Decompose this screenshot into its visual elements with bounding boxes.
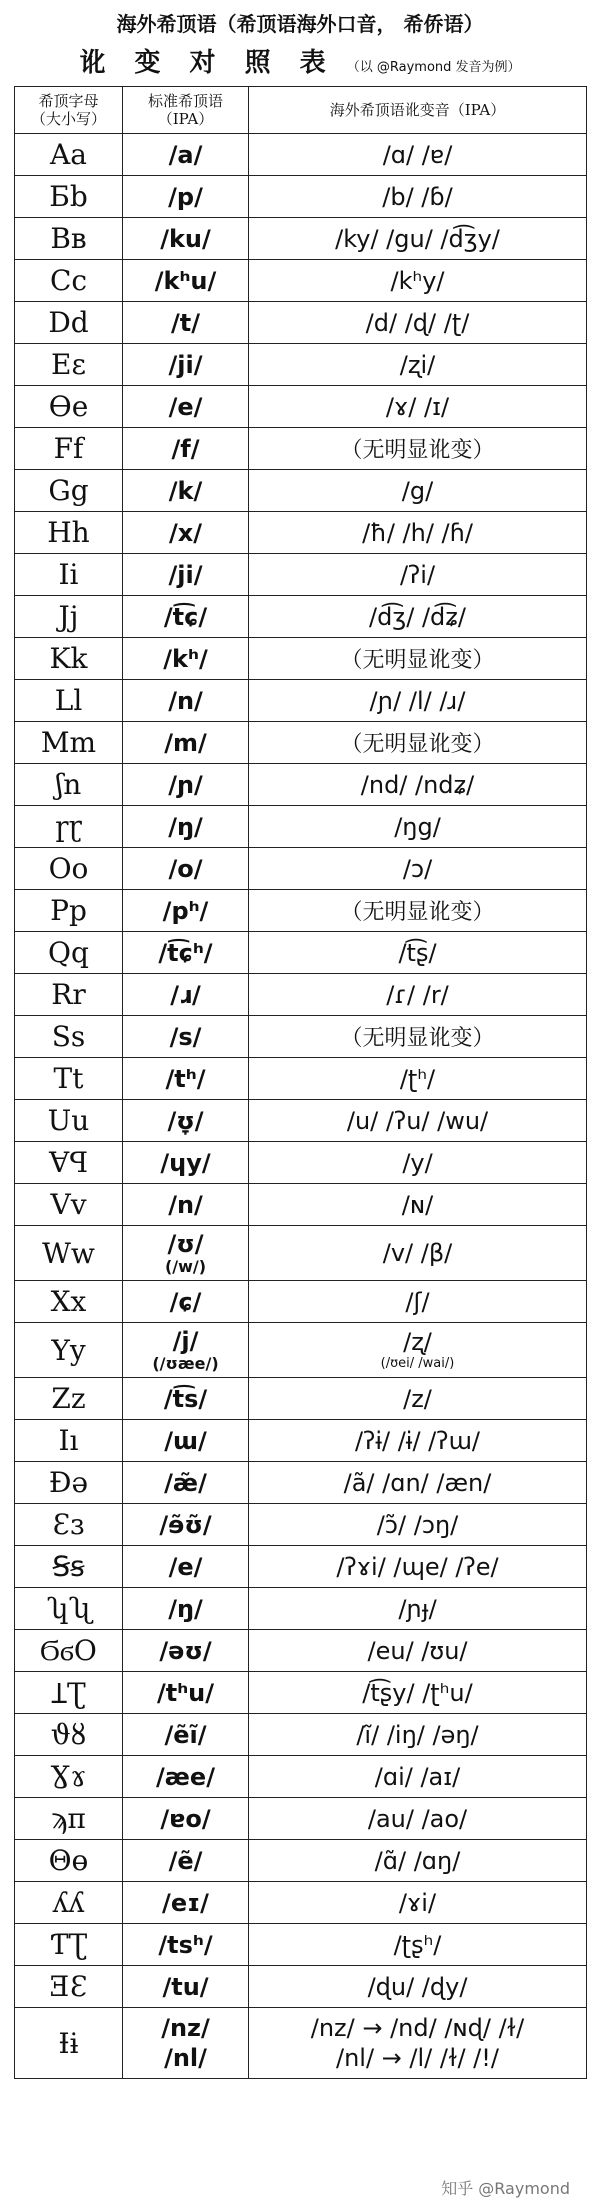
cell-variant-ipa: /u/ /ʔu/ /wu/ [249,1100,587,1142]
cell-standard-ipa: /t/ [123,302,249,344]
table-row [15,1142,587,1184]
table-body [15,134,587,2079]
cell-standard-ipa: /ɘ̃ʊ̃/ [123,1504,249,1546]
cell-variant-ipa: /ʈʰ/ [249,1058,587,1100]
cell-variant-ipa: /ã/ /ɑn/ /æn/ [249,1462,587,1504]
cell-variant-ipa: （无明显讹变） [249,428,587,470]
cell-variant-ipa: /ʐ/ (/ʊei/ /wai/) [249,1323,587,1378]
table-row [15,176,587,218]
cell-variant-ipa: /ɔ/ [249,848,587,890]
cell-variant-ipa: /y/ [249,1142,587,1184]
cell-letter: Ii [15,554,123,596]
cell-letter: Tt [15,1058,123,1100]
table-row [15,764,587,806]
table-row [15,974,587,1016]
cell-letter: ƬƮ [15,1924,123,1966]
cell-standard-ipa: /æe/ [123,1756,249,1798]
table-row [15,722,587,764]
cell-standard-ipa: /e/ [123,1546,249,1588]
cell-standard-ipa: /t͡ɕ/ [123,596,249,638]
cell-letter: Rr [15,974,123,1016]
table-title: 讹 变 对 照 表 [79,48,336,78]
cell-standard-ipa: /ẽ/ [123,1840,249,1882]
table-row [15,260,587,302]
title-note: （以 @Raymond 发音为例） [346,60,521,75]
table-row [15,1378,587,1420]
cell-letter: Ɐꟼ [15,1142,123,1184]
table-row [15,554,587,596]
table-row [15,1184,587,1226]
table-row [15,218,587,260]
std-sub-note: (/w/) [164,1257,207,1276]
cell-variant-ipa: （无明显讹变） [249,1016,587,1058]
cell-standard-ipa: /n/ [123,1184,249,1226]
cell-letter: ʎʎ [15,1882,123,1924]
cell-variant-ipa: /b/ /ɓ/ [249,176,587,218]
cell-variant-ipa: /t͡ʂy/ /ʈʰu/ [249,1672,587,1714]
table-row [15,1672,587,1714]
cell-letter: Ss [15,1016,123,1058]
table-row [15,680,587,722]
cell-variant-ipa: /ɑ/ /ɐ/ [249,134,587,176]
table-row [15,932,587,974]
cell-variant-ipa: /ʃ/ [249,1281,587,1323]
table-row [15,470,587,512]
cell-variant-ipa: （无明显讹变） [249,638,587,680]
table-row [15,428,587,470]
title-line2 [0,42,600,79]
cell-standard-ipa: /n/ [123,680,249,722]
cell-standard-ipa: /ɲ/ [123,764,249,806]
std-sub-note: (/ʊæe/) [152,1354,219,1373]
cell-standard-ipa: /x/ [123,512,249,554]
table-row [15,1546,587,1588]
cell-variant-ipa: /ɲɟ/ [249,1588,587,1630]
table-row [15,1420,587,1462]
cell-letter: ʮʯ [15,1588,123,1630]
cell-standard-ipa: /s/ [123,1016,249,1058]
cell-letter: Vv [15,1184,123,1226]
table-row [15,848,587,890]
cell-standard-ipa: /p/ [123,176,249,218]
table-row [15,386,587,428]
cell-standard-ipa: /t͡ɕʰ/ [123,932,249,974]
cell-standard-ipa: /ŋ/ [123,1588,249,1630]
cell-letter: Ɨɨ [15,2008,123,2079]
std-line: /nl/ [164,2044,207,2072]
cell-letter: Uu [15,1100,123,1142]
cell-letter: Eɛ [15,344,123,386]
comparison-table [14,86,587,2079]
cell-variant-ipa: /kʰy/ [249,260,587,302]
cell-letter: Jj [15,596,123,638]
cell-variant-ipa: /ʈʂʰ/ [249,1924,587,1966]
cell-letter: Θɵ [15,1840,123,1882]
cell-letter: Xx [15,1281,123,1323]
cell-standard-ipa: /f/ [123,428,249,470]
cell-standard-ipa: /eɪ/ [123,1882,249,1924]
cell-standard-ipa: /ji/ [123,554,249,596]
cell-standard-ipa: /kʰu/ [123,260,249,302]
cell-letter: Yy [15,1323,123,1378]
cell-letter: Zz [15,1378,123,1420]
cell-standard-ipa: /ŋ/ [123,806,249,848]
cell-letter: Ll [15,680,123,722]
cell-standard-ipa: /j/ (/ʊæe/) [123,1323,249,1378]
cell-variant-ipa: /ʔɤi/ /ɰe/ /ʔe/ [249,1546,587,1588]
cell-letter: Ɖə [15,1462,123,1504]
cell-letter: ϑȣ [15,1714,123,1756]
cell-standard-ipa: /t͡s/ [123,1378,249,1420]
cell-variant-ipa: /ɔ̃/ /ɔŋ/ [249,1504,587,1546]
table-row [15,890,587,932]
table-row [15,1882,587,1924]
cell-variant-ipa: /ɲ/ /l/ /ɹ/ [249,680,587,722]
cell-letter: ꞱƮ [15,1672,123,1714]
cell-letter: Ɵe [15,386,123,428]
cell-variant-ipa: /ĩ/ /iŋ/ /əŋ/ [249,1714,587,1756]
cell-letter: Ff [15,428,123,470]
table-row [15,1588,587,1630]
cell-letter: ϡπ [15,1798,123,1840]
table-header-row [15,87,587,134]
cell-standard-ipa: /ɕ/ [123,1281,249,1323]
cell-standard-ipa: /ji/ [123,344,249,386]
cell-standard-ipa: /əʊ/ [123,1630,249,1672]
table-row [15,806,587,848]
title-line1: 海外希顶语（希顶语海外口音， 希侨语） [116,12,484,36]
variant-sub-note: (/ʊei/ /wai/) [380,1356,455,1371]
cell-variant-ipa: /t͡ʂ/ [249,932,587,974]
cell-standard-ipa: /ʊ̞/ [123,1100,249,1142]
cell-standard-ipa: /tʰu/ [123,1672,249,1714]
cell-standard-ipa: /tu/ [123,1966,249,2008]
cell-letter: Cc [15,260,123,302]
cell-variant-ipa: /ɑi/ /aɪ/ [249,1756,587,1798]
header-letter: 希顶字母 （大小写） [15,87,123,134]
cell-letter: Aa [15,134,123,176]
table-row [15,302,587,344]
cell-standard-ipa: /k/ [123,470,249,512]
cell-variant-ipa: /d/ /ɖ/ /ʈ/ [249,302,587,344]
cell-letter: ϬϭΟ [15,1630,123,1672]
table-row [15,512,587,554]
table-row [15,1966,587,2008]
watermark-footer: 知乎 @Raymond [441,2179,570,2198]
cell-letter: Oo [15,848,123,890]
cell-letter: ʃn [15,764,123,806]
table-row [15,1924,587,1966]
cell-variant-ipa: /ɑ̃/ /ɑŋ/ [249,1840,587,1882]
cell-variant-ipa: /ħ/ /h/ /ɦ/ [249,512,587,554]
cell-standard-ipa: /m/ [123,722,249,764]
cell-letter: ɼɽ [15,806,123,848]
cell-standard-ipa: /pʰ/ [123,890,249,932]
cell-variant-ipa: /eu/ /ʊu/ [249,1630,587,1672]
table-row [15,1323,587,1378]
cell-variant-ipa: /ɴ/ [249,1184,587,1226]
cell-variant-ipa: /g/ [249,470,587,512]
cell-variant-ipa: /ʐi/ [249,344,587,386]
cell-standard-ipa: /ku/ [123,218,249,260]
cell-variant-ipa: /v/ /β/ [249,1226,587,1281]
table-row [15,134,587,176]
cell-letter: Pp [15,890,123,932]
table-row [15,1226,587,1281]
table-row [15,596,587,638]
cell-standard-ipa: /tsʰ/ [123,1924,249,1966]
std-line: /nz/ [161,2014,210,2042]
cell-standard-ipa: /e/ [123,386,249,428]
cell-standard-ipa: /o/ [123,848,249,890]
cell-letter: Bʙ [15,218,123,260]
cell-letter: Ꞩꞩ [15,1546,123,1588]
cell-variant-ipa: /ʔɨ/ /ɨ/ /ʔɯ/ [249,1420,587,1462]
table-row [15,1630,587,1672]
cell-variant-ipa: /au/ /ao/ [249,1798,587,1840]
cell-standard-ipa: /ɹ/ [123,974,249,1016]
cell-standard-ipa: /æ̃/ [123,1462,249,1504]
table-row [15,1798,587,1840]
cell-variant-ipa: /ɤ/ /ɪ/ [249,386,587,428]
table-row [15,344,587,386]
table-row [15,1504,587,1546]
table-row [15,1756,587,1798]
cell-standard-ipa: /ẽĩ/ [123,1714,249,1756]
cell-variant-ipa: /ɤi/ [249,1882,587,1924]
cell-letter: Gg [15,470,123,512]
cell-standard-ipa: /tʰ/ [123,1058,249,1100]
cell-letter: Dd [15,302,123,344]
table-row [15,1016,587,1058]
cell-standard-ipa: /ʊ/ (/w/) [123,1226,249,1281]
cell-variant-ipa: /nd/ /ndʑ/ [249,764,587,806]
cell-variant-ipa: /ɖu/ /ɖy/ [249,1966,587,2008]
header-standard: 标准希顶语 （IPA） [123,87,249,134]
cell-variant-ipa: /ky/ /gu/ /d͡ʒy/ [249,218,587,260]
cell-letter: Ɛɜ [15,1504,123,1546]
table-row [15,1840,587,1882]
table-row [15,1714,587,1756]
cell-standard-ipa: /kʰ/ [123,638,249,680]
cell-standard-ipa: /ɐo/ [123,1798,249,1840]
table-row [15,2008,587,2079]
cell-variant-ipa [249,2008,587,2079]
cell-standard-ipa [123,2008,249,2079]
cell-variant-ipa: /z/ [249,1378,587,1420]
variant-line: /nl/ → /l/ /ɫ/ /!/ [336,2044,499,2072]
table-row [15,638,587,680]
cell-letter: Mm [15,722,123,764]
cell-standard-ipa: /ɯ/ [123,1420,249,1462]
cell-variant-ipa: /ʔi/ [249,554,587,596]
cell-letter: Hh [15,512,123,554]
cell-letter: Ww [15,1226,123,1281]
header-variant: 海外希顶语讹变音（IPA） [249,87,587,134]
cell-letter: Kk [15,638,123,680]
cell-variant-ipa: （无明显讹变） [249,722,587,764]
table-row [15,1100,587,1142]
table-row [15,1462,587,1504]
variant-line: /nz/ → /nd/ /ɴɖ/ /ɫ/ [310,2014,525,2042]
cell-variant-ipa: /ɾ/ /r/ [249,974,587,1016]
cell-letter: Iı [15,1420,123,1462]
cell-standard-ipa: /ɥy/ [123,1142,249,1184]
table-row [15,1058,587,1100]
cell-letter: Ƃb [15,176,123,218]
cell-variant-ipa: （无明显讹变） [249,890,587,932]
cell-letter: Qq [15,932,123,974]
cell-variant-ipa: /ŋg/ [249,806,587,848]
cell-letter: ƎƐ [15,1966,123,2008]
cell-standard-ipa: /a/ [123,134,249,176]
cell-letter: Ɣɤ [15,1756,123,1798]
table-row [15,1281,587,1323]
cell-variant-ipa: /d͡ʒ/ /d͡ʑ/ [249,596,587,638]
